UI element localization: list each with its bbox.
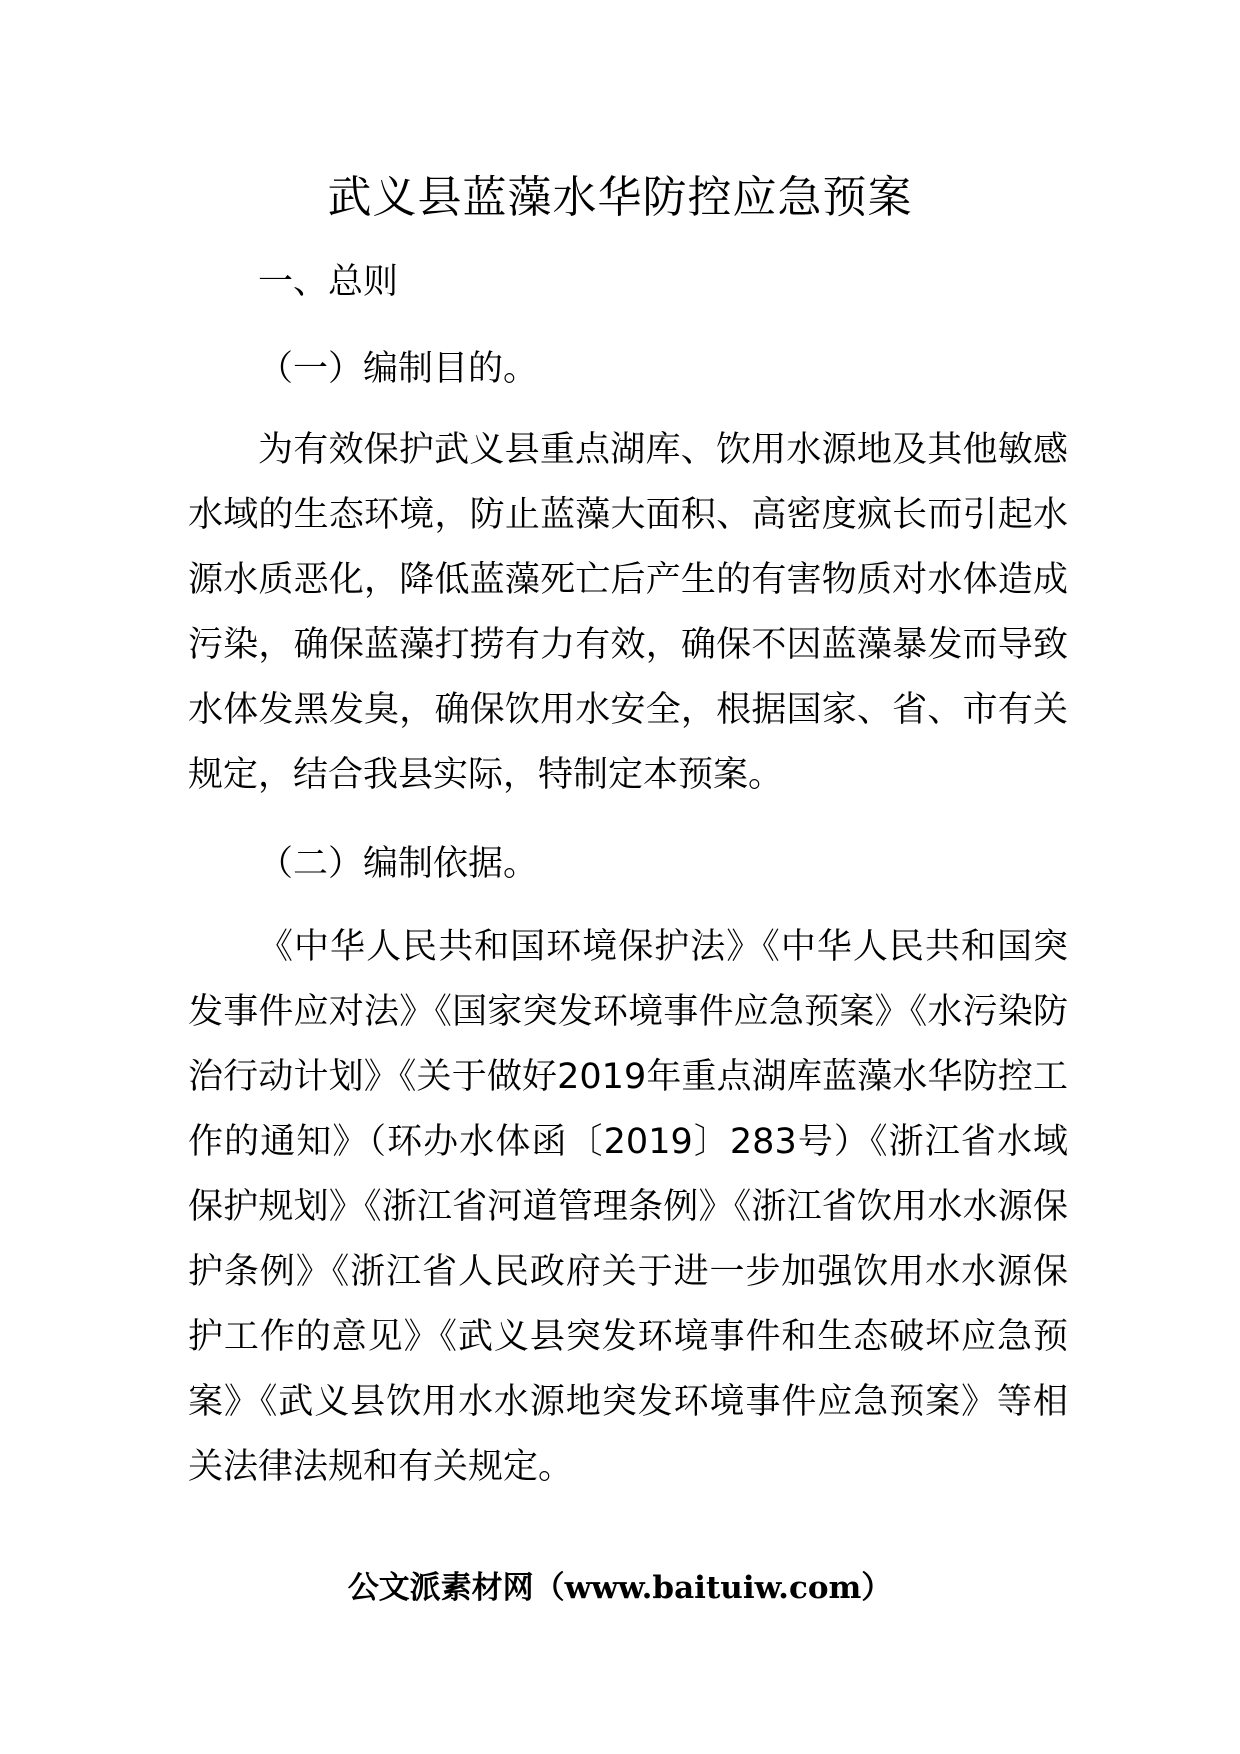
document-title: 武义县蓝藻水华防控应急预案 <box>327 172 913 223</box>
footer-watermark: 公文派素材网（www.baituiw.com） <box>347 1570 893 1606</box>
basis-paragraph: 《中华人民共和国环境保护法》《中华人民共和国突发事件应对法》《国家突发环境事件应急预案》《水污染防治行动计划》《关于做好2019年重点湖库蓝藻水华防控工作的通知》（环办水体函〔2019〕283号）《浙江省水域保护规划》《浙江省河道管理条例》《浙江省饮用水水源保护条例》《浙江省人民政府关于进一步加强饮用水水源保护工作的意见》《武义县突发环境事件和生态破坏应急预案》《武义县饮用水水源地突发环境事件应急预案》等相关法律法规和有关规定。 <box>188 927 1068 1487</box>
purpose-paragraph: 为有效保护武义县重点湖库、饮用水源地及其他敏感水域的生态环境，防止蓝藻大面积、高密度疯长而引起水源水质恶化，降低蓝藻死亡后产生的有害物质对水体造成污染，确保蓝藻打捞有力有效，确保不因蓝藻暴发而导致水体发黑发臭，确保饮用水安全，根据国家、省、市有关规定，结合我县实际，特制定本预案。 <box>188 430 1068 795</box>
subsection-heading-purpose: （一）编制目的。 <box>258 349 539 389</box>
section-heading-general: 一、总则 <box>258 262 399 302</box>
subsection-heading-basis: （二）编制依据。 <box>258 844 539 884</box>
